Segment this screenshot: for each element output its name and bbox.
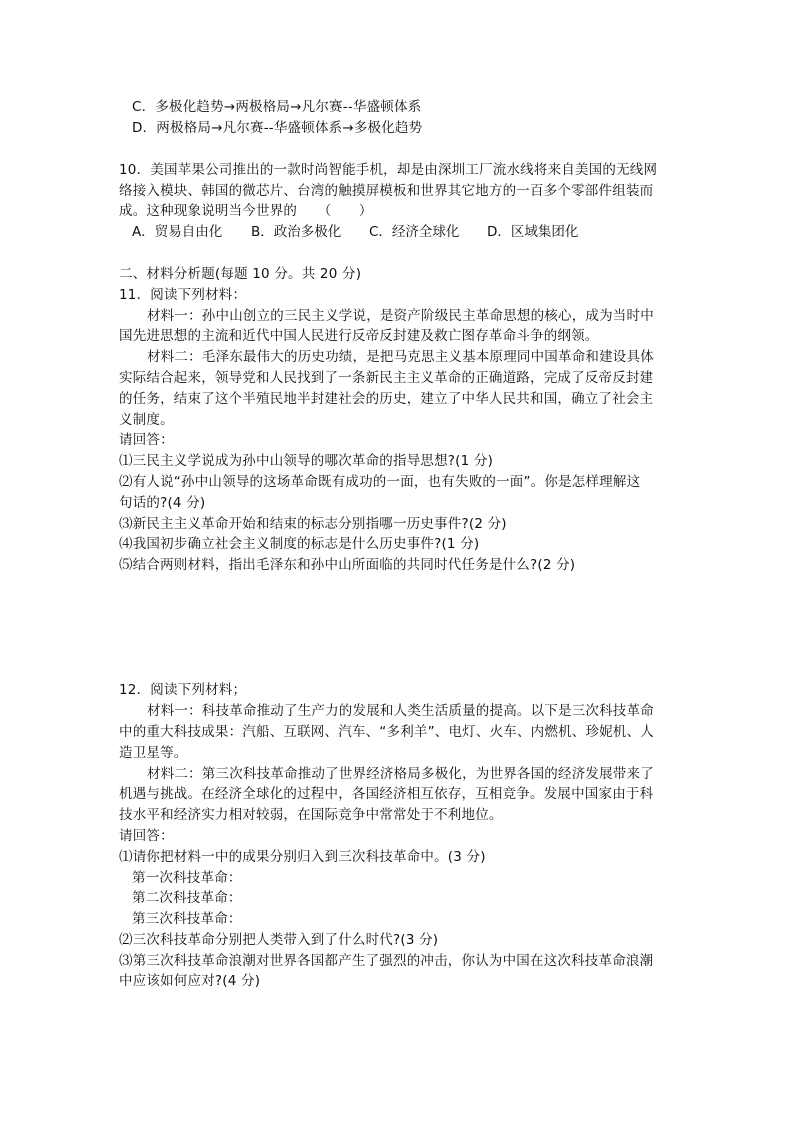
q11-material1-line-2: 国先进思想的主流和近代中国人民进行反帝反封建及救亡图存革命斗争的纲领。 bbox=[119, 328, 599, 344]
q12-material1-line-3: 造卫星等。 bbox=[119, 745, 188, 761]
q12-first-revolution-label: 第一次科技革命： bbox=[132, 870, 242, 886]
q11-intro: 11．阅读下列材料： bbox=[119, 287, 247, 303]
q10-option-b: B．政治多极化 bbox=[251, 224, 342, 240]
q12-second-revolution-label: 第二次科技革命： bbox=[132, 890, 242, 906]
q9-option-d: D．两极格局→凡尔赛--华盛顿体系→多极化趋势 bbox=[132, 120, 423, 136]
q10-stem-line-1: 10．美国苹果公司推出的一款时尚智能手机，却是由深圳工厂流水线将来自美国的无线网 bbox=[119, 162, 658, 178]
q11-material2-line-1: 材料二：毛泽东最伟大的历史功绩，是把马克思主义基本原理同中国革命和建设具体 bbox=[147, 349, 654, 365]
q12-material1-line-1: 材料一：科技革命推动了生产力的发展和人类生活质量的提高。以下是三次科技革命 bbox=[147, 703, 654, 719]
q9-option-c: C．多极化趋势→两极格局→凡尔赛--华盛顿体系 bbox=[132, 99, 422, 115]
q11-material2-line-2: 实际结合起来，领导党和人民找到了一条新民主主义革命的正确道路，完成了反帝反封建 bbox=[119, 370, 654, 386]
q10-option-a: A．贸易自由化 bbox=[132, 224, 223, 240]
q11-material2-line-4: 义制度。 bbox=[119, 412, 174, 428]
q10-stem-line-3: 成。这种现象说明当今世界的 （ ） bbox=[119, 203, 373, 219]
q11-material2-line-3: 的任务，结束了这个半殖民地半封建社会的历史，建立了中华人民共和国，确立了社会主 bbox=[119, 391, 654, 407]
q12-material2-line-3: 技水平和经济实力相对较弱，在国际竞争中常常处于不利地位。 bbox=[119, 807, 503, 823]
q12-answer-prompt: 请回答： bbox=[119, 828, 174, 844]
section-heading: 二、材料分析题(每题 10 分。共 20 分) bbox=[119, 266, 362, 282]
q10-option-c: C．经济全球化 bbox=[369, 224, 460, 240]
q11-material1-line-1: 材料一：孙中山创立的三民主义学说，是资产阶级民主革命思想的核心，成为当时中 bbox=[147, 308, 654, 324]
q12-material1-line-2: 中的重大科技成果：汽船、互联网、汽车、“多利羊”、电灯、火车、内燃机、珍妮机、人 bbox=[119, 724, 654, 740]
q11-subquestion-1: ⑴三民主义学说成为孙中山领导的哪次革命的指导思想?(1 分) bbox=[119, 453, 494, 469]
q12-intro: 12．阅读下列材料； bbox=[119, 682, 247, 698]
q11-subquestion-2-line-2: 句话的?(4 分) bbox=[119, 495, 206, 511]
q12-subquestion-3-line-1: ⑶第三次科技革命浪潮对世界各国都产生了强烈的冲击，你认为中国在这次科技革命浪潮 bbox=[119, 953, 654, 969]
q10-option-d: D．区域集团化 bbox=[487, 224, 579, 240]
q12-material2-line-1: 材料二：第三次科技革命推动了世界经济格局多极化，为世界各国的经济发展带来了 bbox=[147, 766, 654, 782]
q11-subquestion-4: ⑷我国初步确立社会主义制度的标志是什么历史事件?(1 分) bbox=[119, 536, 480, 552]
q12-subquestion-1: ⑴请你把材料一中的成果分别归入到三次科技革命中。(3 分) bbox=[119, 849, 486, 865]
q10-options bbox=[132, 222, 578, 242]
q11-subquestion-3: ⑶新民主主义革命开始和结束的标志分别指哪一历史事件?(2 分) bbox=[119, 516, 507, 532]
q11-subquestion-5: ⑸结合两则材料，指出毛泽东和孙中山所面临的共同时代任务是什么?(2 分) bbox=[119, 557, 576, 573]
q11-answer-prompt: 请回答： bbox=[119, 432, 174, 448]
q12-material2-line-2: 机遇与挑战。在经济全球化的过程中，各国经济相互依存，互相竞争。发展中国家由于科 bbox=[119, 786, 654, 802]
q10-stem-line-2: 络接入模块、韩国的微芯片、台湾的触摸屏模板和世界其它地方的一百多个零部件组装而 bbox=[119, 183, 654, 199]
q11-subquestion-2-line-1: ⑵有人说“孙中山领导的这场革命既有成功的一面，也有失败的一面”。你是怎样理解这 bbox=[119, 474, 641, 490]
q12-subquestion-2: ⑵三次科技革命分别把人类带入到了什么时代?(3 分) bbox=[119, 932, 439, 948]
q12-third-revolution-label: 第三次科技革命： bbox=[132, 911, 242, 927]
q12-subquestion-3-line-2: 中应该如何应对?(4 分) bbox=[119, 973, 261, 989]
